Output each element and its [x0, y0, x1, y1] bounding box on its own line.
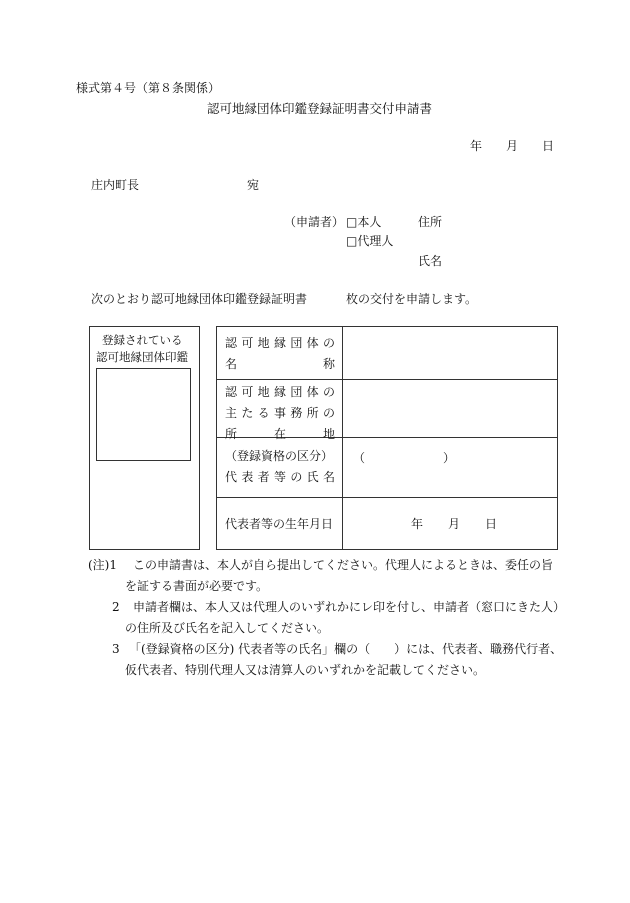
- representative-name-field[interactable]: [343, 438, 557, 497]
- birthdate-year-label: 年: [411, 517, 424, 531]
- request-text-suffix: 枚の交付を申請します。: [346, 292, 478, 306]
- applicant-label: （申請者）: [284, 215, 345, 229]
- office-address-field[interactable]: [343, 380, 557, 437]
- form-number: 様式第４号（第８条関係）: [76, 81, 221, 95]
- qualification-paren-close: ）: [443, 451, 456, 465]
- group-name-field[interactable]: [343, 327, 557, 379]
- seal-box-label-line1: 登録されている: [102, 333, 183, 347]
- request-text-prefix: 次のとおり認可地縁団体印鑑登録証明書: [91, 292, 308, 306]
- date-day-label: 日: [542, 139, 555, 153]
- seal-registration-box: [89, 326, 200, 550]
- date-month-label: 月: [506, 139, 519, 153]
- applicant-agent-checkbox[interactable]: □代理人: [346, 234, 394, 248]
- date-year-label: 年: [470, 139, 483, 153]
- applicant-self-checkbox[interactable]: □本人: [346, 215, 382, 229]
- row-representative-label: （登録資格の区分） 代表者等の氏名: [225, 449, 335, 484]
- applicant-info-table: [216, 326, 558, 550]
- birthdate-field[interactable]: [343, 498, 557, 549]
- row-group-name-label: 認可地縁団体の 名 称: [225, 336, 335, 371]
- qualification-paren-open: （: [353, 451, 366, 465]
- addressee-name: 庄内町長: [91, 178, 140, 192]
- seal-box-label-line2: 認可地縁団体印鑑: [96, 350, 188, 364]
- row-birthdate-label: 代表者等の生年月日: [225, 517, 334, 531]
- birthdate-month-label: 月: [448, 517, 461, 531]
- row-office-address-label: 認可地縁団体の 主たる事務所の 所 在 地: [225, 385, 335, 441]
- seal-impression-area[interactable]: [96, 368, 191, 461]
- document-title: 認可地縁団体印鑑登録証明書交付申請書: [207, 101, 433, 116]
- applicant-name-label: 氏名: [418, 254, 443, 268]
- addressee-suffix: 宛: [247, 178, 260, 192]
- birthdate-day-label: 日: [485, 517, 498, 531]
- applicant-address-label: 住所: [418, 215, 443, 229]
